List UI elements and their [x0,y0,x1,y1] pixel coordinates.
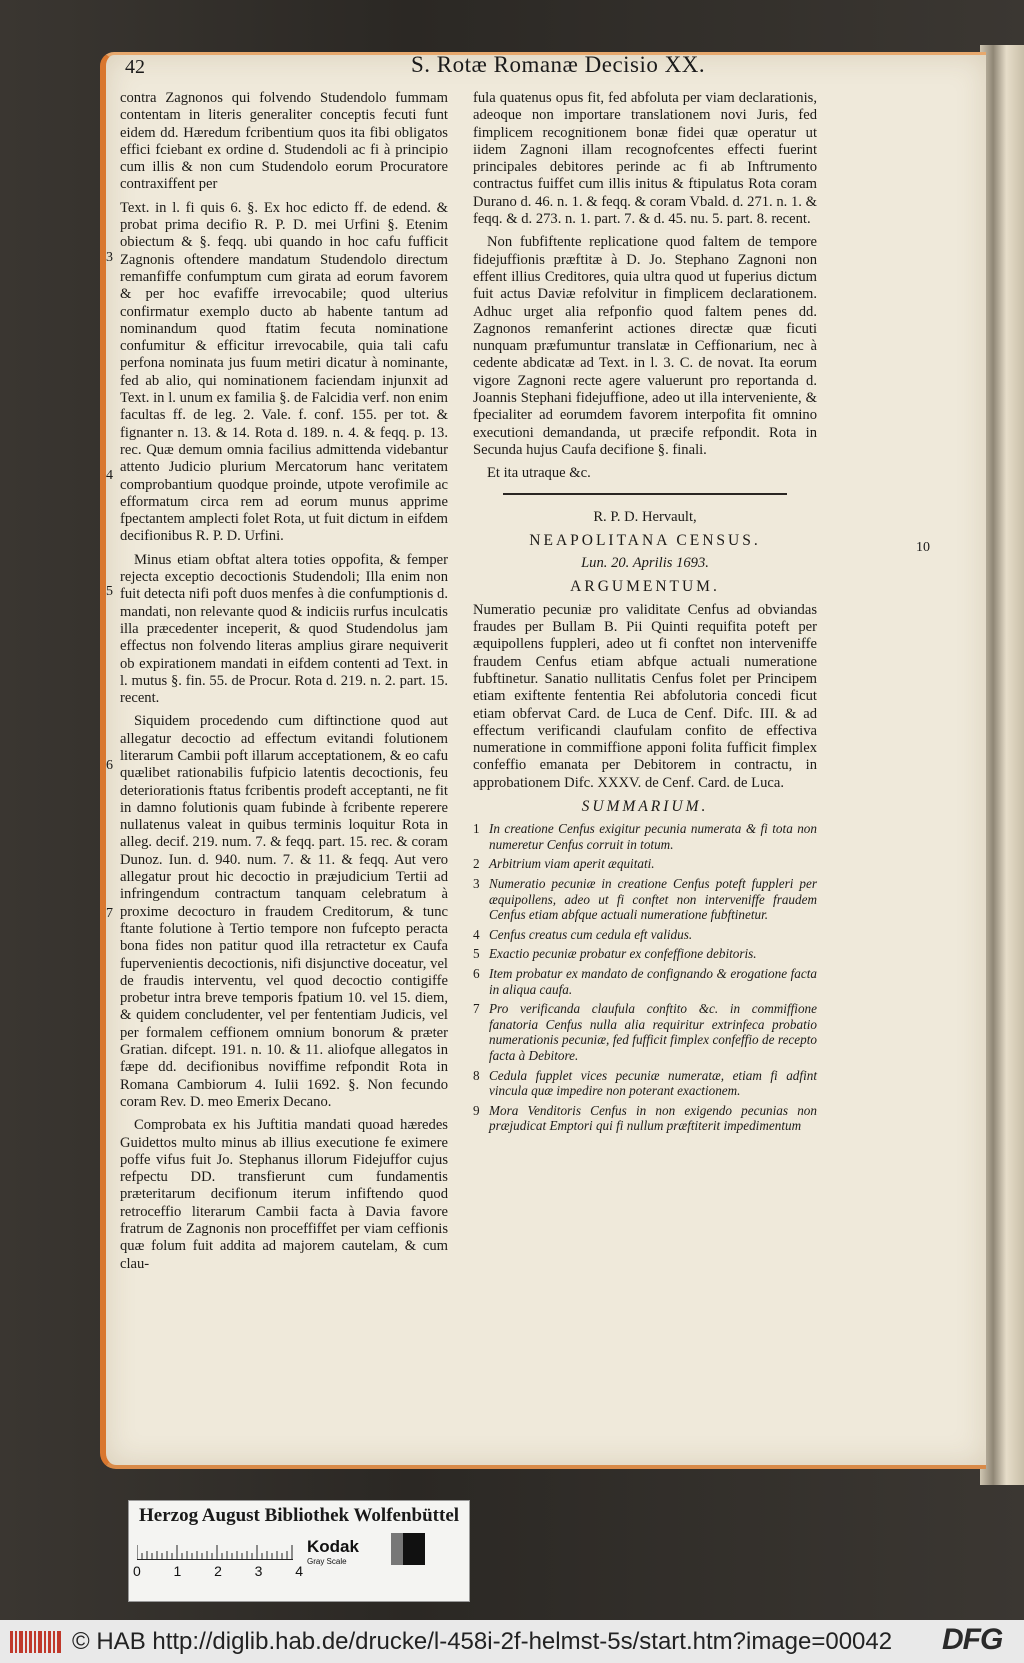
summarium-text: Arbitrium viam aperit æquitati. [489,856,655,872]
summarium-item [473,856,817,872]
hab-barcode-icon [8,1628,64,1656]
summarium-item [473,1103,817,1134]
summarium-item [473,966,817,997]
summarium-text: Mora Venditoris Cenfus in non exigendo pecunias non præjudicat Emptori qui fi nullum præftiterit impedimentum [489,1102,817,1134]
summarium-number: 9 [473,1102,480,1118]
summarium-item [473,876,817,923]
margin-number: 10 [916,540,930,555]
summarium-item [473,946,817,962]
ruler-number: 1 [173,1563,182,1579]
library-label-card [128,1500,470,1602]
summarium-number: 2 [473,856,480,872]
footer-bar [0,1620,1024,1663]
left-paragraph: Siquidem procedendo cum diftinctione quod aut allegatur decoctio ad effectum evitandi folutionem literarum Cambii poft illarum acceptationem, & eo cafu quælibet rationabilis fufpicio latentis decoctionis, feu deteriorationis ftatus fcribentis prodeft acceptanti, ne fit in damno folutionis quam fubinde à fcribente reperere nullatenus valeat in quibus terminis loquitur Rota in alleg. decif. 219. num. 7. & feqq. part. 15. rec. & coram Dunoz. Iun. d. 940. num. 7. & 11. & feqq. Aut vero allegatur prout hic decoctio in præjudicium Tertii ad infringendum contractum tanquam celebratum à proxime decocturo in fraudem Creditorum, & tunc ftante folutione à Tertio tempore non fufcepto peracta bona fides non patitur quod illa retractetur ex Caufa fupervenientis decoctionis, nifi disjunctive doceatur, vel de fraudis interventu, vel quod decoctio contigiffe probetur intra breve temporis fpatium 10. vel 15. diem, & quidem concludenter, vel per fententiam Judicis, vel per formalem ceffionem omnium bonorum & præter Gratian. difcept. 191. n. 10. & 11. aliofque allegatos in fæpe dd. decifionibus noviffime refpondit Rota in Romana Cambiorum 4. Iulii 1692. §. Non fecundo coram Rev. D. meo Emerix Decano. [120,713,448,1110]
ruler-number: 0 [133,1563,141,1579]
gray-scale-patch [391,1533,425,1565]
book-spine [980,45,1024,1485]
right-paragraph: Non fubfiftente replicatione quod faltem de tempore fidejuffionis præftitæ à D. Jo. Stephano Zagnoni non effent illius Creditores, quia ultra quod ut fuperius dictum fuit actus Daviæ refolvitur in fimplicem declarationem. Adhuc urget alia refponfio quod faltem penes dd. Zagnonos remanferint actiones directæ quæ ficuti nunquam præfumuntur translatæ in Ceffionarium, nec à cedente abdicatæ ad Text. in l. 3. C. de novat. Ita eorum vigore Zagnoni recte agere valuerunt pro reportanda d. Joannis Stephani fidejuffione, adeo ut illa interveniente, & fpecialiter ad eorumdem favorem interpofita fit omnino executioni demandanda, ut præcife refpondit. Rota in Secunda hujus Caufa decifione §. finali. [473,234,817,458]
summarium-text: Pro verificanda claufula conftito &c. in commiffione fanatoria Cenfus nulla alia requiritur extrinfeca probatio numerationis pecuniæ, fed fufficit fimplex confeffio de recepto facta à Debitore. [489,1001,817,1063]
ruler-number: 4 [295,1563,303,1579]
summarium-number: 7 [473,1001,480,1017]
summarium-number: 4 [473,926,480,942]
measurement-ruler [137,1537,293,1560]
summarium-item [473,1001,817,1063]
left-paragraph: Comprobata ex his Juftitia mandati quoad hæredes Guidettos multo minus ab illius executione fe eximere poffe vifus fuit Jo. Stephanus illorum Fidejuffor cujus refpectu DD. transfierunt cum fundamentis præteritarum decifionum iterum infiftendo quod retroceffio literarum Cambii facta à Davia favore fratrum de Zagnonis non proceffiffet per viam ceffionis quæ folum fuit addita ad majorem cautelam, & cum clau- [120,1117,448,1272]
right-paragraph: Et ita utraque &c. [487,465,591,482]
case-title: NEAPOLITANA CENSUS. [529,531,761,549]
summarium-text: Cenfus creatus cum cedula eft validus. [489,926,693,942]
margin-number: 6 [106,758,113,773]
summarium-text: Cedula fupplet vices pecuniæ numeratæ, etiam fi adfint vincula quæ impedire non poterant exactionem. [489,1067,817,1099]
summarium-list [473,821,817,1134]
dfg-logo: DFG [942,1623,1003,1656]
summarium-number: 3 [473,876,480,892]
left-paragraph: Minus etiam obftat altera toties oppofita, & femper rejecta exceptio decoctionis Studendoli; Illa enim non fuit detecta nifi poft duos menfes à die confumptionis d. mandati, non relevante quod & indiciis rurfus inculcatis illa præcedenter inceperit, & quod Studendolus jam effectus non folvendo literas amplius girare nequiverit ob expirationem mandati in eifdem contenti ad Text. in l. mutus §. fin. 55. de Procur. Rota d. 219. n. 2. part. 15. recent. [120,551,448,707]
summarium-number: 8 [473,1067,480,1083]
left-paragraph: contra Zagnonos qui folvendo Studendolo fummam contentam in literis generaliter conceptis fecuti funt eidem dd. Hæredum fcribentium quos ita fibi obligatos effici fciebant ex ordine d. Studendoli ac fi à principio cum illis & non cum Studendolo eorum Procuratore contraxiffent per [120,90,448,193]
summarium-number: 6 [473,966,480,982]
page-number: 42 [125,56,145,78]
gray-scale-label: Gray Scale [307,1557,347,1566]
summarium-text: In creatione Cenfus exigitur pecunia numerata & fi tota non numeretur Cenfus corruit in totum. [489,821,817,852]
argumentum-heading: ARGUMENTUM. [570,578,720,596]
ruler-ticks-icon [137,1537,293,1559]
summarium-item [473,821,817,852]
ruler-number: 2 [214,1563,222,1579]
right-paragraph: fula quatenus opus fit, fed abfoluta per viam declarationis, adeoque non importare translationem novi Juris, fed fimplicem recognitionem bonæ fidei quæ operatur ut iidem Zagnoni illam recognofcentes effecti fuerint principales debitores perinde ac fi ab Inftrumento contractus fuiffet cum illis initus & ftipulatus Rota coram Durano d. 46. n. 1. & feqq. & coram Vbald. d. 271. n. 1. & feqq. & d. 273. n. 1. part. 7. & d. 45. nu. 5. part. 8. recent. [473,90,817,228]
ruler-numbers [133,1563,303,1579]
summarium-number: 5 [473,946,480,962]
decision-date: Lun. 20. Aprilis 1693. [581,555,709,572]
library-name: Herzog August Bibliothek Wolfenbüttel [139,1505,460,1526]
page-header [125,52,825,80]
summarium-text: Numeratio pecuniæ in creatione Cenfus poteft fuppleri per æquipollens, adeo ut fi conftet non interveniffe fraudem Cenfus etiam abfque actuali numeratione fubftinetur. [489,876,817,923]
kodak-logo: Kodak [307,1537,359,1556]
summarium-text: Exactio pecuniæ probatur ex confeffione debitoris. [489,946,757,962]
footer-url-link[interactable]: © HAB http://diglib.hab.de/drucke/l-458i-2f-helmst-5s/start.htm?image=00042 [72,1628,893,1655]
judge-name: R. P. D. Hervault, [593,508,697,525]
running-head: S. Rotæ Romanæ Decisio XX. [411,52,706,77]
section-divider [503,493,787,495]
margin-number: 7 [106,906,113,921]
ruler-number: 3 [254,1563,263,1579]
summarium-number: 1 [473,821,480,837]
summarium-heading: SUMMARIUM. [581,797,709,815]
summarium-item [473,927,817,943]
margin-number: 5 [106,584,113,599]
summarium-text: Item probatur ex mandato de confignando & erogatione facta in aliqua caufa. [489,966,817,997]
left-column [120,90,448,1279]
argumentum-text: Numeratio pecuniæ pro validitate Cenfus ad obviandas fraudes per Bullam B. Pii Quinti requifita poteft per æquipollens fuppleri, adeo ut fi conftet non interveniffe fraudem Cenfus etiam abfque actuali numeratione fubftinetur. Sanatio nullitatis Cenfus folet per Principem etiam exiftente fententia Rei abfolutoria concedi ficut etiam obfervat Card. de Luca de Cenf. Difc. III. & ad effectum verificandi claufulam confito de effectiva numeratione in commiffione apponi folita fufficit fimplex confeffio emanata per Debitorem in contractu, in approbationem Difc. XXXV. de Cenf. Card. de Luca. [473,601,817,791]
summarium-item [473,1068,817,1099]
right-column [473,90,817,1138]
margin-number: 3 [106,250,113,265]
margin-number: 4 [106,468,113,483]
left-paragraph: Text. in l. fi quis 6. §. Ex hoc edicto ff. de edend. & probat prima decifio R. P. D. mei Urfini §. Etenim obiectum & §. feqq. ubi quando in hoc cafu fufficit Zagnonis oftendere mandatum Studendolo directum remanfiffe confumptum cum girata ad eorum favorem & per hoc evafiffe irrevocabile; quod ulterius confirmatur exemplo ducto ab habente tantum ad nominandum quod ftatim fecuta nominatione confumitur & efficitur irrevocabile, quia tali cafu perfona nominata jus fuum metiri dicatur à nominante, fed ab alio, qui nominationem faciendam injunxit ad Text. in l. unum ex familia §. de Falcidia verf. non enim facultas ff. de leg. 2. Vale. f. conf. 155. per tot. & fignanter n. 13. & 14. Rota d. 189. n. 4. & feqq. p. 13. rec. Quæ demum omnia facilius admittenda videbantur attento Judicio plurium Mercatorum hanc veritatem comprobantium quodque proinde, utpote verofimile ac efformatum circa rem ad eorum munus apprime fpectantem amplecti folet Rota, ut fuit dictum in eifdem decifionibus R. P. D. Urfini. [120,199,448,545]
